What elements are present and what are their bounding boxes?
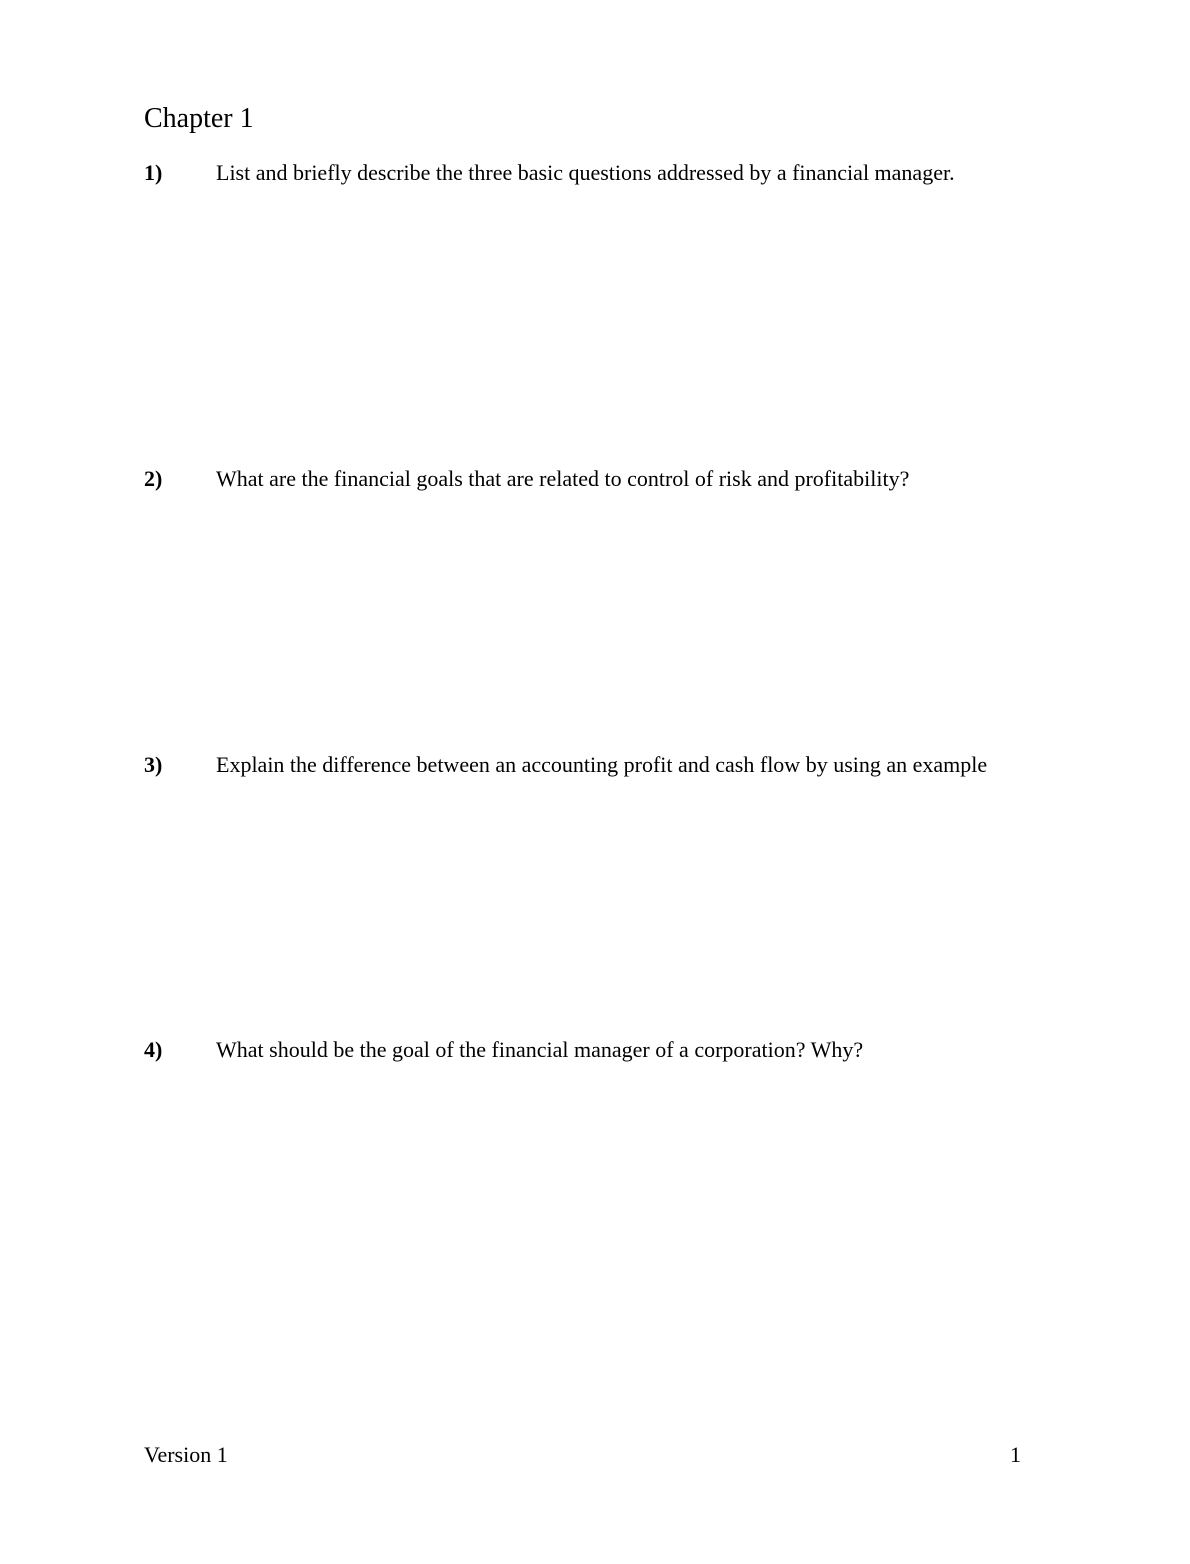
- question-number: 2): [144, 466, 163, 491]
- question-2: [144, 464, 1104, 494]
- question-number: 4): [144, 1037, 163, 1062]
- footer-version-text: Version 1: [144, 1442, 228, 1467]
- question-text: List and briefly describe the three basic questions addressed by a financial manager.: [216, 160, 955, 185]
- question-text: Explain the difference between an accounting profit and cash flow by using an example: [216, 752, 988, 777]
- question-1: [144, 158, 1104, 188]
- footer-page-number-text: 1: [1010, 1442, 1021, 1467]
- question-text: What are the financial goals that are related to control of risk and profitability?: [216, 466, 910, 491]
- footer-version: [144, 1440, 228, 1467]
- question-4: [144, 1035, 1104, 1065]
- page-title: Chapter 1: [144, 103, 254, 134]
- question-number: 3): [144, 752, 163, 777]
- question-number: 1): [144, 160, 163, 185]
- footer-page-number: [1010, 1440, 1021, 1467]
- question-text: What should be the goal of the financial manager of a corporation? Why?: [216, 1037, 864, 1062]
- question-3: [144, 750, 1104, 780]
